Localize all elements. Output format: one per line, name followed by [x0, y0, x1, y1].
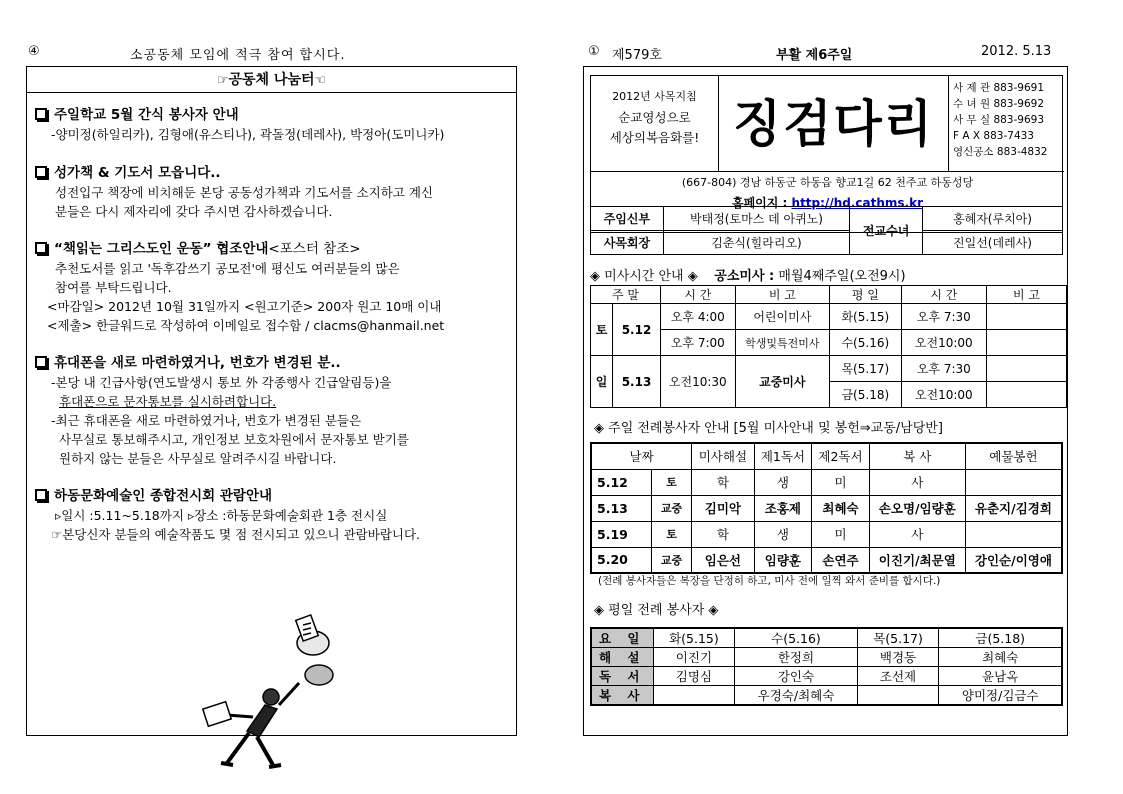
page-motto: 소공동체 모임에 적극 참여 합시다.	[130, 48, 346, 63]
volunteer-cell: 조홍제	[754, 495, 812, 521]
notice-line: <마감일> 2012년 10월 31일까지 <원고기준> 200자 원고 10매 이내	[47, 299, 442, 314]
notice-line: ☞본당신자 분들의 예술작품도 몇 점 전시되고 있으니 관람바랍니다.	[51, 527, 421, 542]
volunteer-cell: 임량훈	[754, 547, 812, 573]
notice-line: <제출> 한글워드로 작성하여 이메일로 접수함 / clacms@hanmail.net	[47, 318, 445, 333]
col-header: 제2독서	[812, 443, 870, 469]
col-header: 제1독서	[754, 443, 812, 469]
notice-line: 성전입구 책장에 비치해둔 본당 공동성가책과 기도서를 소지하고 계신	[55, 185, 433, 200]
mass-note	[987, 382, 1067, 408]
volunteer-cell: 사	[869, 521, 965, 547]
notice-heading-text: 성가책 & 기도서 모읍니다..	[54, 165, 221, 181]
volunteer-cell: 우경숙/최혜숙	[735, 686, 857, 706]
page-number: ④	[28, 44, 40, 59]
volunteer-row	[591, 495, 1062, 521]
homepage-label: 홈페이지 :	[731, 196, 788, 210]
notice-art-exhibition	[35, 486, 513, 544]
personnel-table	[590, 206, 1063, 255]
volunteer-cell: 양미정/김금수	[939, 686, 1062, 706]
volunteer-date: 5.20	[591, 547, 651, 573]
volunteer-row	[591, 469, 1062, 495]
mass-times-heading-text: ◈ 미사시간 안내 ◈	[590, 269, 698, 284]
volunteer-day: 교중	[651, 495, 691, 521]
board-title	[27, 67, 516, 93]
mass-note: 교중미사	[735, 356, 829, 408]
volunteer-day: 교중	[651, 547, 691, 573]
col-header: 예물봉헌	[965, 443, 1062, 469]
volunteer-cell: 최혜숙	[812, 495, 870, 521]
row-label: 해 설	[591, 648, 653, 667]
notice-line: 추천도서를 읽고 '독후감쓰기 공모전'에 평신도 여러분들의 많은	[55, 261, 400, 276]
bulletin-front	[583, 66, 1068, 736]
volunteer-cell: 한정희	[735, 648, 857, 667]
row-label: 독 서	[591, 667, 653, 686]
col-header: 수(5.16)	[735, 628, 857, 648]
pointing-hand-right-icon: ☞	[216, 73, 229, 88]
col-header: 평 일	[830, 286, 902, 304]
notice-hymnals	[35, 163, 513, 221]
col-header: 비 고	[987, 286, 1067, 304]
pastoral-year: 2012년 사목지침	[612, 90, 697, 103]
sunday-volunteers-table	[590, 442, 1063, 574]
checkbox-bullet-icon	[35, 242, 47, 254]
volunteer-cell: 임은선	[692, 547, 754, 573]
gongso-time: 매월4째주일(오전9시)	[774, 269, 906, 284]
volunteer-cell: 조선제	[857, 667, 939, 686]
mass-note	[987, 356, 1067, 382]
volunteer-cell: 이진기	[653, 648, 735, 667]
col-header: 미사해설	[692, 443, 754, 469]
notice-heading-text: 주일학교 5월 간식 봉사자 안내	[54, 107, 239, 123]
col-header: 비 고	[735, 286, 829, 304]
volunteer-row	[591, 547, 1062, 573]
checkbox-bullet-icon	[35, 108, 47, 120]
weekday-date: 금(5.18)	[830, 382, 902, 408]
col-header: 날짜	[591, 443, 692, 469]
volunteer-cell: 생	[754, 521, 812, 547]
sat-day: 토	[591, 304, 613, 356]
pastor-name: 박태정(토마스 데 아퀴노)	[663, 207, 849, 231]
pastor-label: 주임신부	[591, 207, 664, 231]
volunteer-cell: 학	[692, 521, 754, 547]
notice-heading-text: 하동문화예술인 종합전시회 관람안내	[54, 488, 273, 504]
pastoral-phrase-2: 세상의복음화를!	[609, 130, 700, 145]
community-board	[26, 66, 517, 736]
notice-heading	[35, 486, 513, 506]
volunteer-cell	[857, 686, 939, 706]
col-header: 화(5.15)	[653, 628, 735, 648]
mass-time: 오전10:00	[901, 382, 986, 408]
col-header: 시 간	[661, 286, 736, 304]
weekday-mass-table	[829, 285, 1067, 408]
checkbox-bullet-icon	[35, 489, 47, 501]
notice-snack-volunteers	[35, 105, 513, 144]
mass-time: 오전10:30	[661, 356, 736, 408]
volunteer-cell: 유춘지/김경희	[965, 495, 1062, 521]
volunteer-cell: 강인순/이영애	[965, 547, 1062, 573]
notice-line: 원하지 않는 분들은 사무실로 알려주시길 바랍니다.	[59, 451, 337, 466]
volunteer-day: 토	[651, 521, 691, 547]
sun-day: 일	[591, 356, 613, 408]
volunteer-date: 5.19	[591, 521, 651, 547]
right-page-header	[588, 44, 1068, 64]
row-label: 요 일	[591, 628, 653, 648]
volunteer-cell	[965, 469, 1062, 495]
contact-list	[948, 76, 1064, 172]
issue-date: 2012. 5.13	[981, 44, 1052, 59]
notice-line: -본당 내 긴급사항(연도발생시 통보 外 각종행사 긴급알림등)을	[51, 375, 392, 390]
mass-note	[987, 330, 1067, 356]
notice-heading-note: <포스터 참조>	[268, 241, 361, 257]
council-name: 김춘식(힐라리오)	[663, 231, 849, 255]
issue-number: 제579호	[612, 48, 662, 63]
contact-convent: 수 녀 원 883-9692	[953, 98, 1044, 110]
row-label: 복 사	[591, 686, 653, 706]
notice-line: 참여를 부탁드립니다.	[55, 280, 172, 295]
volunteer-cell: 김미악	[692, 495, 754, 521]
notice-heading	[35, 239, 513, 259]
contact-fax: F A X 883-7433	[953, 130, 1034, 142]
sunday-volunteers-heading: ◈ 주일 전례봉사자 안내 [5월 미사안내 및 봉헌⇒교동/남당반]	[594, 421, 943, 436]
liturgical-week: 부활 제6주일	[776, 48, 853, 63]
mass-note: 학생및특전미사	[735, 330, 829, 356]
notice-heading	[35, 105, 513, 125]
volunteer-cell: 김명심	[653, 667, 735, 686]
volunteer-row	[591, 521, 1062, 547]
notice-line: 사무실로 통보해주시고, 개인정보 보호차원에서 문자통보 받기를	[59, 432, 409, 447]
mass-time: 오후 7:00	[661, 330, 736, 356]
weekday-volunteers-table	[590, 627, 1063, 706]
sat-date: 5.12	[613, 304, 661, 356]
notice-heading	[35, 353, 513, 373]
mass-note	[987, 304, 1067, 330]
notice-line: 분들은 다시 제자리에 갖다 주시면 감사하겠습니다.	[55, 204, 333, 219]
mass-times-heading	[590, 265, 906, 284]
sister-name-1: 홍혜자(루치아)	[923, 207, 1063, 231]
volunteer-cell: 학	[692, 469, 754, 495]
col-header: 주 말	[591, 286, 661, 304]
notice-line: ▹일시 :5.11~5.18까지 ▹장소 :하동문화예술회관 1층 전시실	[55, 508, 388, 523]
weekday-date: 수(5.16)	[830, 330, 902, 356]
sister-label: 전교수녀	[850, 207, 923, 255]
sister-name-2: 진일선(데레사)	[923, 231, 1063, 255]
checkbox-bullet-icon	[35, 166, 47, 178]
notice-phone-number	[35, 353, 513, 468]
mass-time: 오후 7:30	[901, 356, 986, 382]
pastoral-phrase-1: 순교영성으로	[618, 110, 691, 125]
contact-office: 사 무 실 883-9693	[953, 114, 1044, 126]
weekday-date: 화(5.15)	[830, 304, 902, 330]
notice-heading-text: 휴대폰을 새로 마련하였거나, 번호가 변경된 분..	[54, 355, 341, 371]
volunteer-cell: 윤남옥	[939, 667, 1062, 686]
col-header: 목(5.17)	[857, 628, 939, 648]
volunteer-cell: 손연주	[812, 547, 870, 573]
weekday-date: 목(5.17)	[830, 356, 902, 382]
board-title-text: 공동체 나눔터	[228, 72, 315, 88]
church-address: (667-804) 경남 하동군 하동읍 향교1길 62 천주교 하동성당	[681, 176, 974, 189]
contact-rectory: 사 제 관 883-9691	[953, 82, 1044, 94]
council-label: 사목회장	[591, 231, 664, 255]
notice-line: -최근 휴대폰을 새로 마련하였거나, 번호가 변경된 분들은	[51, 413, 362, 428]
volunteer-cell: 미	[812, 469, 870, 495]
page-number: ①	[588, 44, 600, 59]
notice-reading-campaign	[35, 239, 513, 335]
notice-heading	[35, 163, 513, 183]
volunteer-cell: 백경동	[857, 648, 939, 667]
volunteer-date: 5.12	[591, 469, 651, 495]
volunteer-note: (전례 봉사자들은 복장을 단정히 하고, 미사 전에 일찍 와서 준비를 합시다.)	[598, 575, 941, 587]
volunteer-cell: 생	[754, 469, 812, 495]
volunteer-cell: 강인숙	[735, 667, 857, 686]
homepage-link[interactable]: http://hd.cathms.kr	[791, 196, 923, 210]
mass-time: 오후 4:00	[661, 304, 736, 330]
mass-time: 오전10:00	[901, 330, 986, 356]
notice-line: 휴대폰으로 문자통보를 실시하려합니다.	[59, 394, 277, 409]
volunteer-cell: 사	[869, 469, 965, 495]
contact-mission: 영신공소 883-4832	[953, 146, 1048, 158]
mass-note: 어린이미사	[735, 304, 829, 330]
volunteer-cell: 미	[812, 521, 870, 547]
checkbox-bullet-icon	[35, 356, 47, 368]
bulletin-logo: 징검다리	[719, 76, 948, 172]
volunteer-cell: 손오명/임량훈	[869, 495, 965, 521]
running-businessman-illustration	[187, 613, 367, 783]
notice-line: -양미정(하일리카), 김형애(유스티나), 곽돌정(데레사), 박정아(도미니카)	[51, 127, 445, 142]
volunteer-day: 토	[651, 469, 691, 495]
mass-time: 오후 7:30	[901, 304, 986, 330]
pointing-hand-left-icon: ☜	[314, 73, 327, 88]
notice-heading-text: “책읽는 그리스도인 운동” 협조안내	[54, 241, 269, 257]
gongso-label: 공소미사 :	[714, 269, 775, 284]
weekend-mass-table	[590, 285, 830, 408]
pastoral-motto-box	[591, 76, 719, 172]
sun-date: 5.13	[613, 356, 661, 408]
left-page-header	[28, 44, 516, 64]
weekday-volunteers-heading: ◈ 평일 전례 봉사자 ◈	[594, 603, 719, 618]
volunteer-date: 5.13	[591, 495, 651, 521]
volunteer-cell	[653, 686, 735, 706]
volunteer-cell	[965, 521, 1062, 547]
volunteer-cell: 최혜숙	[939, 648, 1062, 667]
volunteer-cell: 이진기/최문열	[869, 547, 965, 573]
col-header: 복 사	[869, 443, 965, 469]
col-header: 시 간	[901, 286, 986, 304]
col-header: 금(5.18)	[939, 628, 1062, 648]
